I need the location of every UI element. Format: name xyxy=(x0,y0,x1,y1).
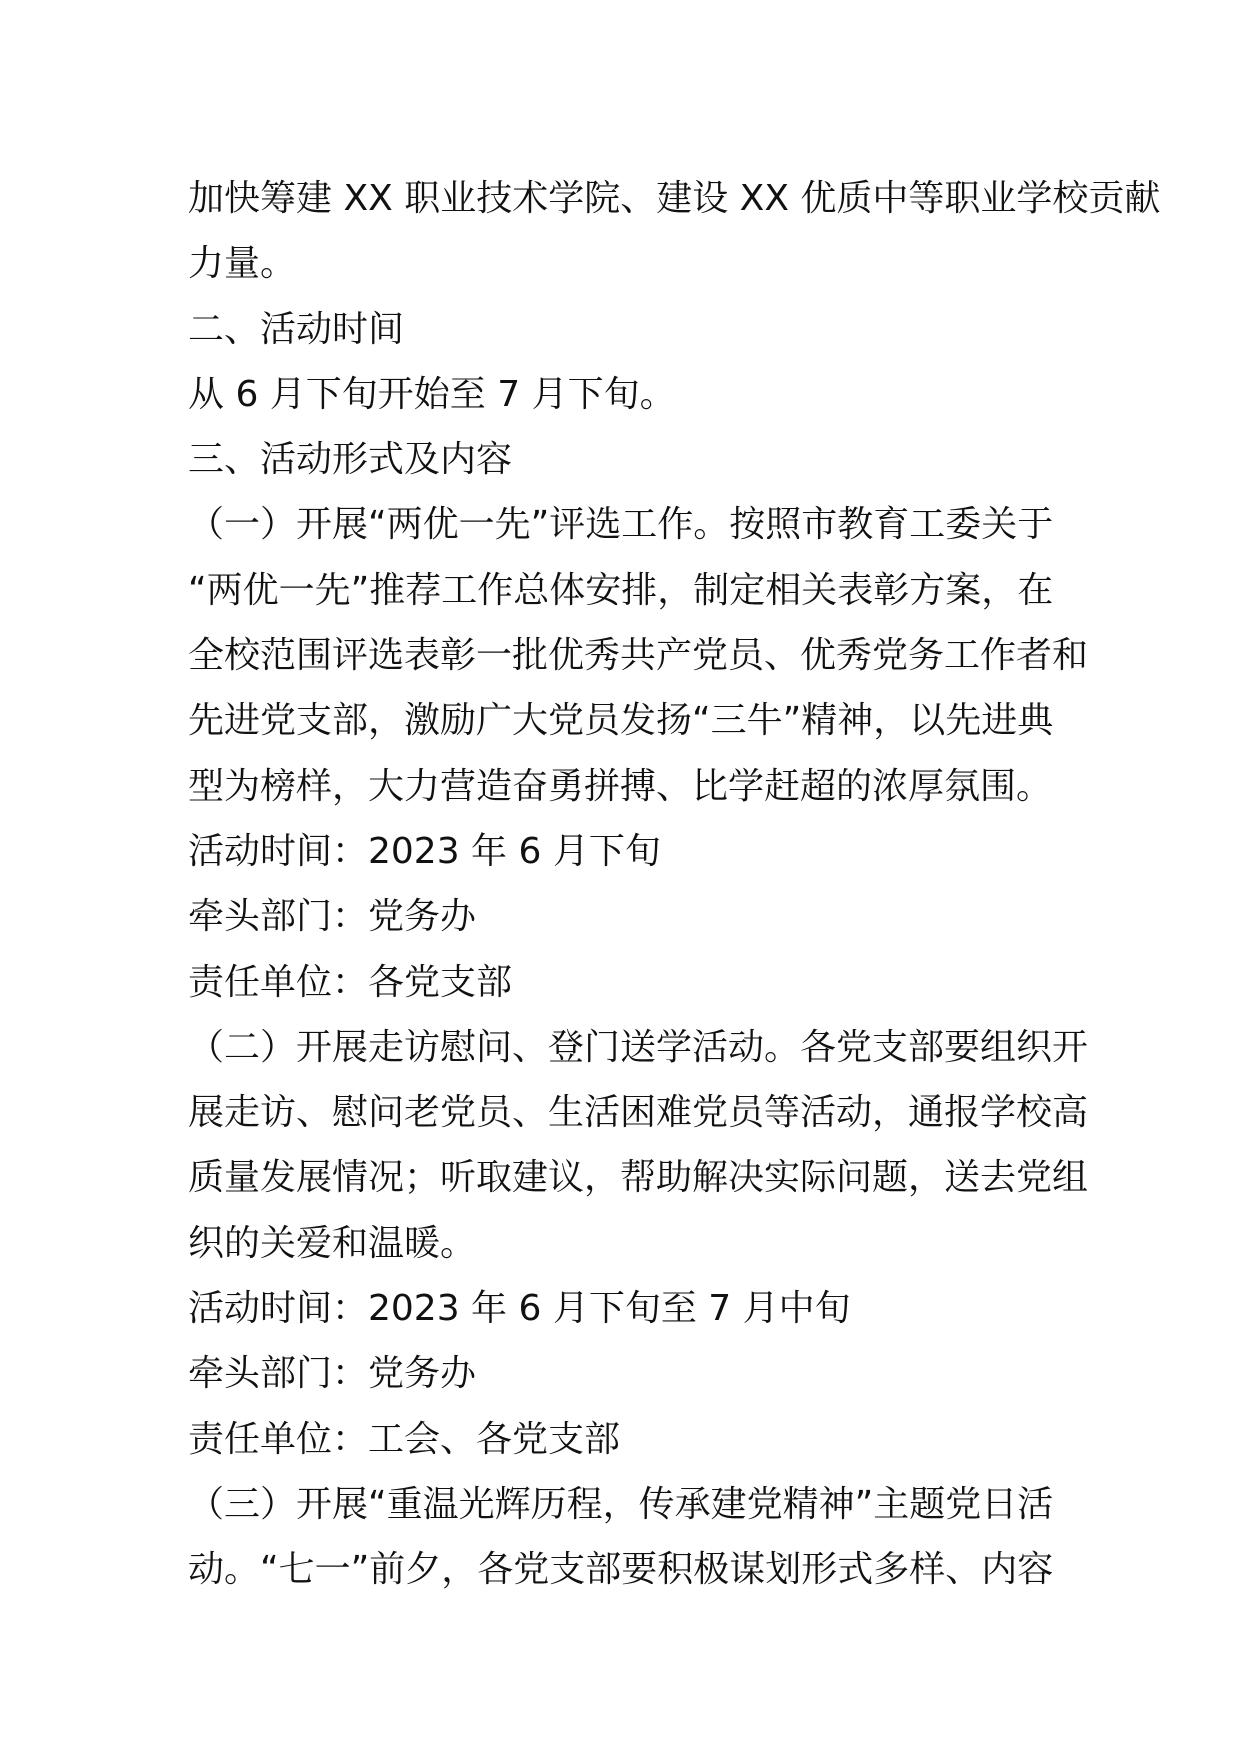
text-line: 型为榜样，大力营造奋勇拼搏、比学赶超的浓厚氛围。 xyxy=(188,765,1053,807)
document-body xyxy=(188,166,1161,1603)
activity-time-line: 活动时间：2023 年 6 月下旬至 7 月中旬 xyxy=(188,1288,851,1330)
lead-department-line: 牵头部门：党务办 xyxy=(188,896,477,938)
section-heading: 二、活动时间 xyxy=(188,308,405,350)
text-line: （三）开展“重温光辉历程，传承建党精神”主题党日活 xyxy=(188,1483,1054,1525)
activity-time-line: 活动时间：2023 年 6 月下旬 xyxy=(188,830,661,872)
text-line: 加快筹建 XX 职业技术学院、建设 XX 优质中等职业学校贡献 xyxy=(188,178,1161,219)
text-line: 织的关爱和温暖。 xyxy=(188,1222,477,1264)
text-line: “两优一先”推荐工作总体安排，制定相关表彰方案，在 xyxy=(188,569,1054,611)
text-line: 全校范围评选表彰一批优秀共产党员、优秀党务工作者和 xyxy=(188,635,1089,677)
text-line: （二）开展走访慰问、登门送学活动。各党支部要组织开 xyxy=(188,1026,1089,1068)
text-line: 展走访、慰问老党员、生活困难党员等活动，通报学校高 xyxy=(188,1092,1089,1134)
lead-department-line: 牵头部门：党务办 xyxy=(188,1353,477,1395)
text-line: （一）开展“两优一先”评选工作。按照市教育工委关于 xyxy=(188,504,1054,546)
text-line: 力量。 xyxy=(188,243,297,285)
section-heading: 三、活动形式及内容 xyxy=(188,439,513,481)
text-line: 质量发展情况；听取建议，帮助解决实际问题，送去党组 xyxy=(188,1157,1089,1199)
responsible-unit-line: 责任单位：各党支部 xyxy=(188,961,513,1003)
responsible-unit-line: 责任单位：工会、各党支部 xyxy=(188,1418,621,1460)
text-line: 从 6 月下旬开始至 7 月下旬。 xyxy=(188,373,676,415)
text-line: 先进党支部，激励广大党员发扬“三牛”精神，以先进典 xyxy=(188,700,1054,742)
text-line: 动。“七一”前夕，各党支部要积极谋划形式多样、内容 xyxy=(188,1549,1054,1591)
